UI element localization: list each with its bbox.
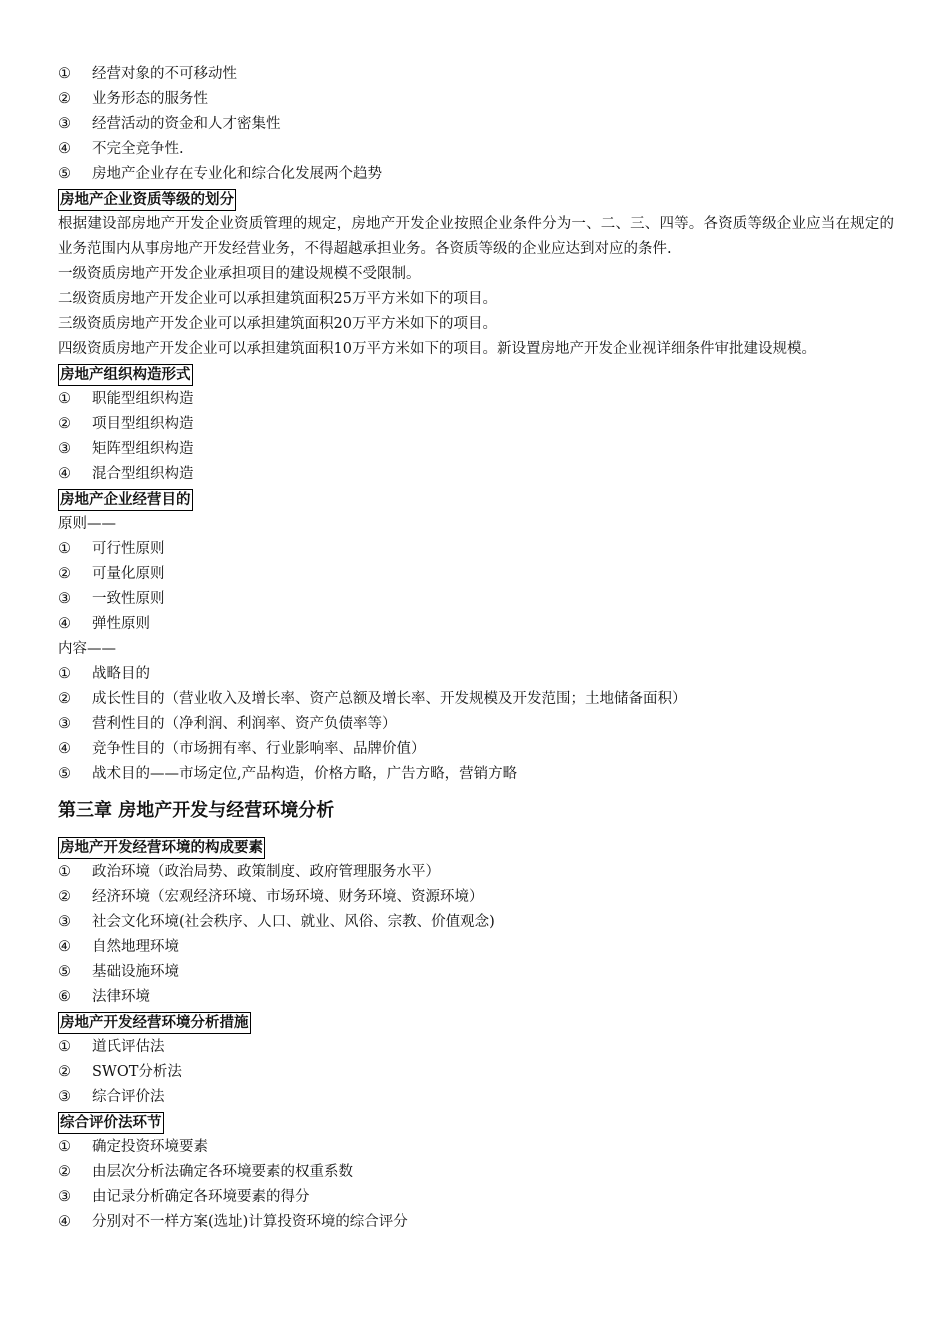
list-item: ④ 不完全竞争性. (58, 141, 184, 157)
document-page (58, 62, 894, 1235)
list-item: ④ 分别对不一样方案(选址)计算投资环境的综合评分 (58, 1214, 408, 1230)
list-item: ② SWOT分析法 (58, 1064, 182, 1080)
list-item: ④ 弹性原则 (58, 616, 150, 632)
list-item: ⑥ 法律环境 (58, 989, 150, 1005)
section-heading-row (58, 187, 894, 212)
content-label: 内容—— (58, 641, 116, 657)
section-heading-row (58, 835, 894, 860)
list-item: ⑤ 战术目的——市场定位,产品构造，价格方略，广告方略，营销方略 (58, 766, 518, 782)
steps-heading: 综合评价法环节 (58, 1112, 164, 1134)
goals-heading: 房地产企业经营目的 (58, 489, 193, 511)
list-item: ③ 社会文化环境(社会秩序、人口、就业、风俗、宗教、价值观念) (58, 914, 495, 930)
list-item: ② 成长性目的（营业收入及增长率、资产总额及增长率、开发规模及开发范围；土地储备面积） (58, 691, 687, 707)
section-heading-row (58, 362, 894, 387)
list-item: ④ 自然地理环境 (58, 939, 179, 955)
section-heading-row (58, 1010, 894, 1035)
features-list (58, 62, 894, 187)
list-item: ② 由层次分析法确定各环境要素的权重系数 (58, 1164, 353, 1180)
org-heading: 房地产组织构造形式 (58, 364, 193, 386)
qualification-line: 二级资质房地产开发企业可以承担建筑面积25万平方米如下的项目。 (58, 291, 497, 307)
list-item: ④ 竞争性目的（市场拥有率、行业影响率、品牌价值） (58, 741, 426, 757)
list-item: ⑤ 房地产企业存在专业化和综合化发展两个趋势 (58, 166, 382, 182)
list-item: ④ 混合型组织构造 (58, 466, 194, 482)
methods-heading: 房地产开发经营环境分析措施 (58, 1012, 251, 1034)
principles-label: 原则—— (58, 516, 116, 532)
list-item: ⑤ 基础设施环境 (58, 964, 179, 980)
list-item: ③ 营利性目的（净利润、利润率、资产负债率等） (58, 716, 397, 732)
env-heading: 房地产开发经营环境的构成要素 (58, 837, 265, 859)
list-item: ③ 由记录分析确定各环境要素的得分 (58, 1189, 310, 1205)
qualification-line: 三级资质房地产开发企业可以承担建筑面积20万平方米如下的项目。 (58, 316, 497, 332)
list-item: ① 道氏评估法 (58, 1039, 165, 1055)
list-item: ① 战略目的 (58, 666, 150, 682)
qualification-line: 一级资质房地产开发企业承担项目的建设规模不受限制。 (58, 266, 421, 282)
list-item: ① 职能型组织构造 (58, 391, 194, 407)
qualification-last: 四级资质房地产开发企业可以承担建筑面积10万平方米如下的项目。新设置房地产开发企业视详细条件审批建设规模。 (58, 341, 816, 357)
list-item: ① 确定投资环境要素 (58, 1139, 208, 1155)
list-item: ② 可量化原则 (58, 566, 165, 582)
list-item: ③ 综合评价法 (58, 1089, 165, 1105)
section-heading-row (58, 1110, 894, 1135)
list-item: ③ 矩阵型组织构造 (58, 441, 194, 457)
section-heading-row (58, 487, 894, 512)
list-item: ① 可行性原则 (58, 541, 165, 557)
qualification-heading: 房地产企业资质等级的划分 (58, 189, 236, 211)
list-item: ① 经营对象的不可移动性 (58, 66, 237, 82)
chapter-title: 第三章 房地产开发与经营环境分析 (58, 800, 335, 821)
qualification-intro: 根据建设部房地产开发企业资质管理的规定，房地产开发企业按照企业条件分为一、二、三、四等。各资质等级企业应当在规定的业务范围内从事房地产开发经营业务，不得超越承担业务。各资质等级的企业应达到对应的条件. (58, 216, 894, 257)
list-item: ③ 一致性原则 (58, 591, 165, 607)
list-item: ② 经济环境（宏观经济环境、市场环境、财务环境、资源环境） (58, 889, 484, 905)
list-item: ③ 经营活动的资金和人才密集性 (58, 116, 281, 132)
list-item: ② 项目型组织构造 (58, 416, 194, 432)
list-item: ① 政治环境（政治局势、政策制度、政府管理服务水平） (58, 864, 440, 880)
list-item: ② 业务形态的服务性 (58, 91, 208, 107)
